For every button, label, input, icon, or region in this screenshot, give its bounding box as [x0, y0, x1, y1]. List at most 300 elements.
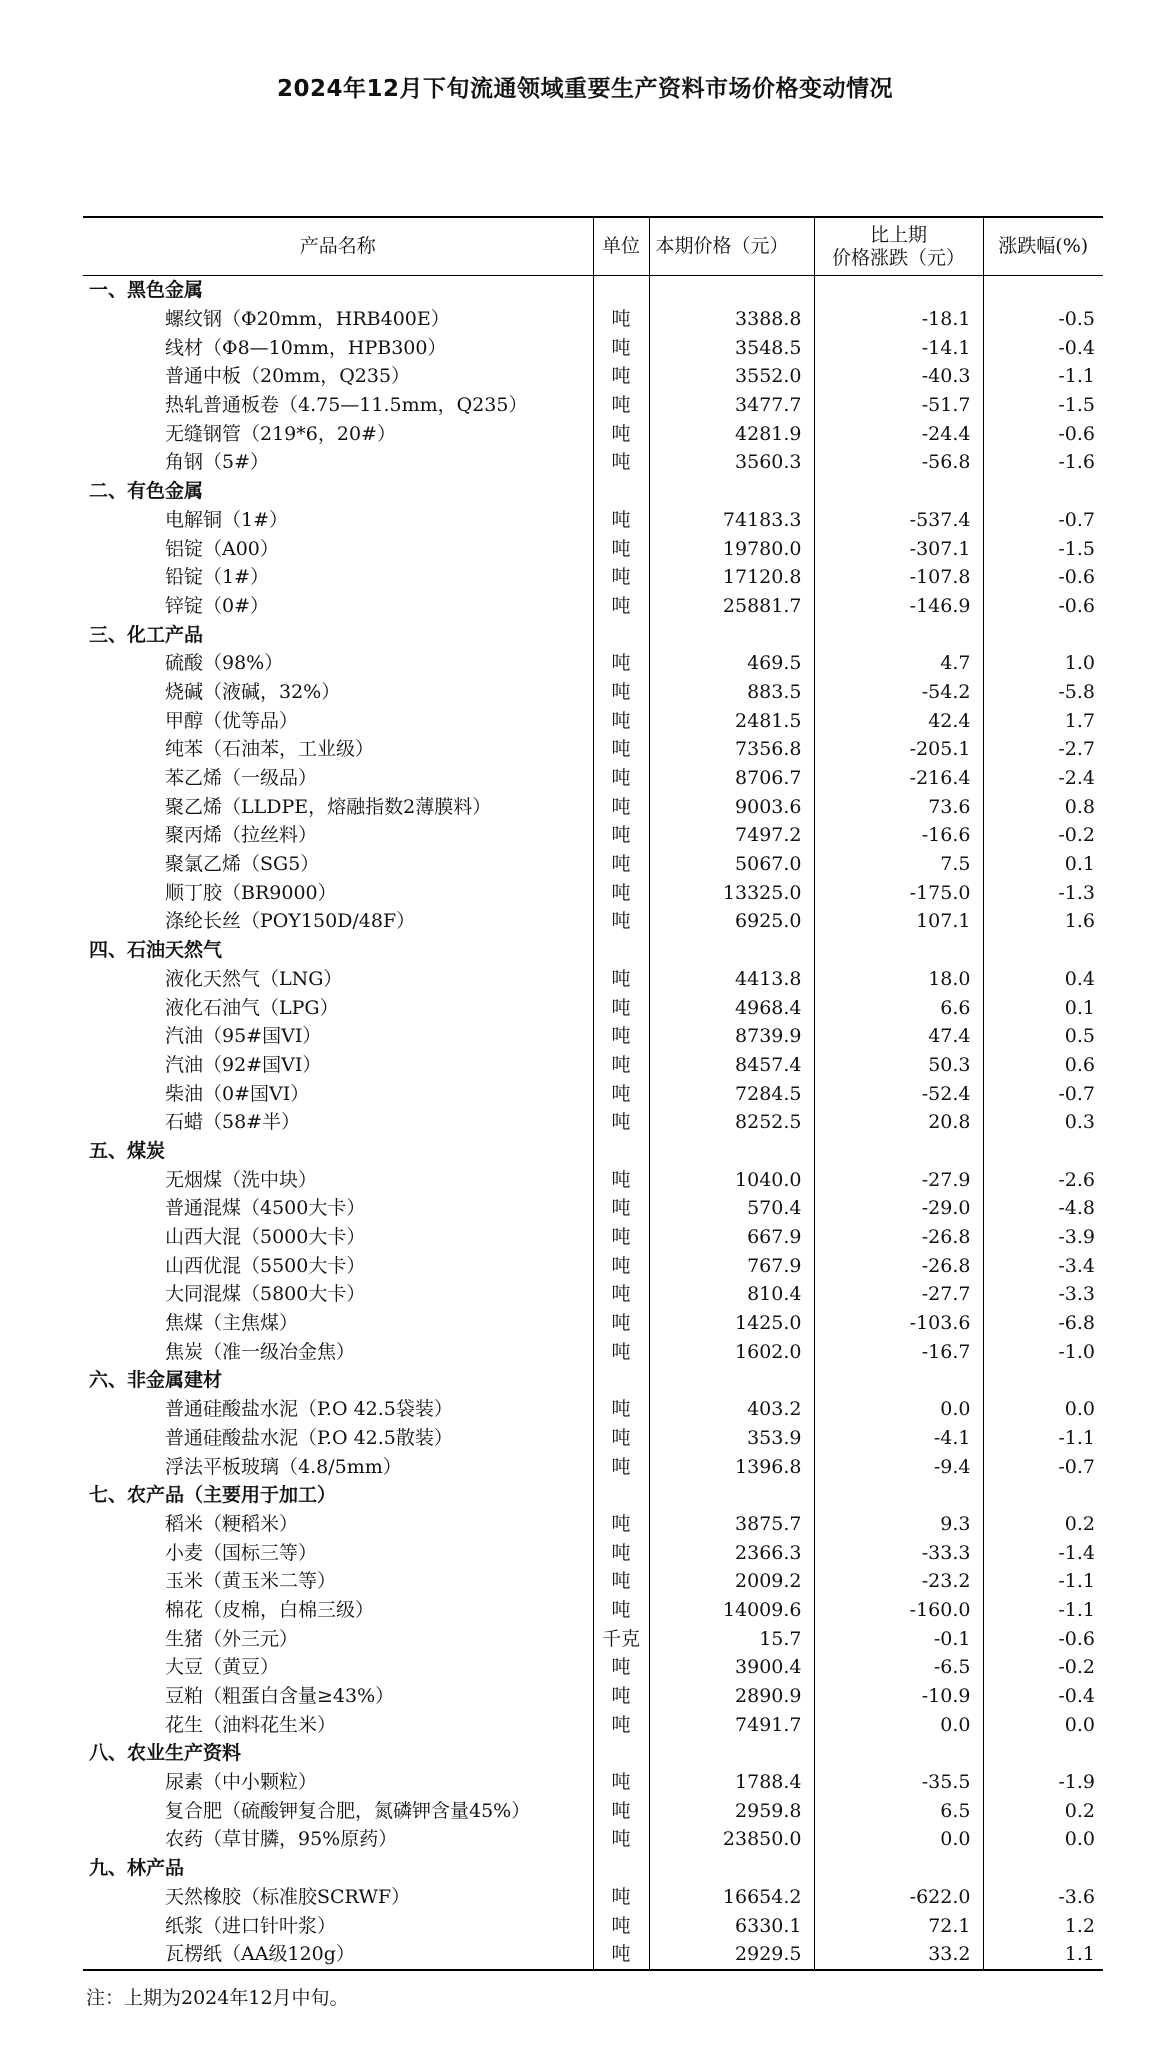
- table-row: [83, 1510, 1103, 1539]
- category-change-empty: [814, 936, 983, 965]
- product-unit: 吨: [593, 1825, 649, 1854]
- change-percent: 0.3: [1064, 1111, 1095, 1134]
- current-price: 3477.7: [649, 391, 814, 420]
- category-price-empty: [649, 1366, 814, 1395]
- category-row: [83, 1366, 1103, 1395]
- current-price: 403.2: [649, 1395, 814, 1424]
- category-unit-empty: [593, 936, 649, 965]
- price-change: -4.1: [814, 1424, 983, 1453]
- product-unit: 吨: [593, 1051, 649, 1080]
- change-percent: 0.0: [1064, 1398, 1095, 1421]
- category-name: 八、农业生产资料: [83, 1739, 593, 1768]
- product-unit: 吨: [593, 1883, 649, 1912]
- product-name: 稻米（粳稻米）: [83, 1510, 593, 1539]
- price-change: -23.2: [814, 1567, 983, 1596]
- table-row: [83, 1079, 1103, 1108]
- category-pct-empty: [983, 1366, 1103, 1395]
- change-percent: 0.1: [1064, 996, 1095, 1019]
- current-price: 25881.7: [649, 592, 814, 621]
- category-row: [83, 477, 1103, 506]
- category-change-empty: [814, 1366, 983, 1395]
- category-pct-empty: [983, 276, 1103, 305]
- table-row: [83, 1194, 1103, 1223]
- category-row: [83, 936, 1103, 965]
- product-unit: 吨: [593, 1940, 649, 1970]
- product-name: 聚丙烯（拉丝料）: [83, 821, 593, 850]
- table-row: [83, 1022, 1103, 1051]
- table-row: [83, 534, 1103, 563]
- category-change-empty: [814, 1137, 983, 1166]
- category-unit-empty: [593, 1481, 649, 1510]
- current-price: 8457.4: [649, 1051, 814, 1080]
- product-name: 焦炭（准一级冶金焦）: [83, 1337, 593, 1366]
- product-name: 豆粕（粗蛋白含量≥43%）: [83, 1682, 593, 1711]
- price-table: [83, 216, 1103, 1971]
- product-name: 焦煤（主焦煤）: [83, 1309, 593, 1338]
- price-change: -27.9: [814, 1165, 983, 1194]
- product-unit: 吨: [593, 649, 649, 678]
- current-price: 6330.1: [649, 1911, 814, 1940]
- category-pct-empty: [983, 1137, 1103, 1166]
- current-price: 74183.3: [649, 506, 814, 535]
- current-price: 3388.8: [649, 305, 814, 334]
- current-price: 8739.9: [649, 1022, 814, 1051]
- change-percent: 0.5: [1064, 1025, 1095, 1048]
- price-change: -54.2: [814, 678, 983, 707]
- price-change: -26.8: [814, 1251, 983, 1280]
- change-percent: 0.0: [1064, 1713, 1095, 1736]
- change-percent: -1.1: [1058, 365, 1095, 388]
- product-name: 普通硅酸盐水泥（P.O 42.5散装）: [83, 1424, 593, 1453]
- product-name: 硫酸（98%）: [83, 649, 593, 678]
- product-unit: 吨: [593, 821, 649, 850]
- category-pct-empty: [983, 936, 1103, 965]
- category-unit-empty: [593, 1854, 649, 1883]
- category-price-empty: [649, 936, 814, 965]
- current-price: 7356.8: [649, 735, 814, 764]
- product-name: 复合肥（硫酸钾复合肥，氮磷钾含量45%）: [83, 1796, 593, 1825]
- current-price: 2959.8: [649, 1796, 814, 1825]
- category-pct-empty: [983, 620, 1103, 649]
- table-row: [83, 305, 1103, 334]
- current-price: 2929.5: [649, 1940, 814, 1970]
- table-row: [83, 506, 1103, 535]
- product-name: 苯乙烯（一级品）: [83, 764, 593, 793]
- product-unit: 吨: [593, 993, 649, 1022]
- product-name: 花生（油料花生米）: [83, 1710, 593, 1739]
- table-row: [83, 563, 1103, 592]
- current-price: 883.5: [649, 678, 814, 707]
- price-change: -10.9: [814, 1682, 983, 1711]
- product-unit: 吨: [593, 878, 649, 907]
- product-name: 柴油（0#国VI）: [83, 1079, 593, 1108]
- table-row: [83, 1280, 1103, 1309]
- header-price-change: [814, 217, 983, 276]
- product-unit: 吨: [593, 419, 649, 448]
- current-price: 2366.3: [649, 1538, 814, 1567]
- table-row: [83, 362, 1103, 391]
- product-name: 铅锭（1#）: [83, 563, 593, 592]
- product-name: 热轧普通板卷（4.75—11.5mm，Q235）: [83, 391, 593, 420]
- category-price-empty: [649, 620, 814, 649]
- product-name: 角钢（5#）: [83, 448, 593, 477]
- price-change: -107.8: [814, 563, 983, 592]
- product-name: 山西大混（5000大卡）: [83, 1223, 593, 1252]
- table-row: [83, 1424, 1103, 1453]
- current-price: 1788.4: [649, 1768, 814, 1797]
- price-change: 0.0: [814, 1710, 983, 1739]
- product-name: 线材（Φ8—10mm，HPB300）: [83, 333, 593, 362]
- product-unit: 吨: [593, 305, 649, 334]
- current-price: 3548.5: [649, 333, 814, 362]
- table-row: [83, 792, 1103, 821]
- current-price: 1425.0: [649, 1309, 814, 1338]
- price-change: -18.1: [814, 305, 983, 334]
- change-percent: -1.0: [1058, 1340, 1095, 1363]
- change-percent: -1.1: [1058, 1570, 1095, 1593]
- product-name: 大同混煤（5800大卡）: [83, 1280, 593, 1309]
- product-name: 石蜡（58#半）: [83, 1108, 593, 1137]
- product-unit: 吨: [593, 735, 649, 764]
- table-row: [83, 965, 1103, 994]
- product-name: 小麦（国标三等）: [83, 1538, 593, 1567]
- category-change-empty: [814, 620, 983, 649]
- table-row: [83, 1768, 1103, 1797]
- table-row: [83, 649, 1103, 678]
- product-name: 聚氯乙烯（SG5）: [83, 850, 593, 879]
- product-name: 汽油（92#国VI）: [83, 1051, 593, 1080]
- product-name: 顺丁胶（BR9000）: [83, 878, 593, 907]
- product-unit: 吨: [593, 333, 649, 362]
- product-unit: 吨: [593, 1337, 649, 1366]
- table-row: [83, 907, 1103, 936]
- product-unit: 吨: [593, 506, 649, 535]
- product-unit: 吨: [593, 592, 649, 621]
- product-unit: 吨: [593, 563, 649, 592]
- category-unit-empty: [593, 1137, 649, 1166]
- table-row: [83, 1251, 1103, 1280]
- product-name: 棉花（皮棉，白棉三级）: [83, 1596, 593, 1625]
- product-unit: 吨: [593, 1194, 649, 1223]
- category-change-empty: [814, 1739, 983, 1768]
- change-percent: 1.2: [1064, 1914, 1095, 1937]
- change-percent: -1.9: [1058, 1771, 1095, 1794]
- price-change: 18.0: [814, 965, 983, 994]
- category-price-empty: [649, 477, 814, 506]
- product-name: 聚乙烯（LLDPE，熔融指数2薄膜料）: [83, 792, 593, 821]
- product-unit: 吨: [593, 1079, 649, 1108]
- price-change: -40.3: [814, 362, 983, 391]
- category-change-empty: [814, 276, 983, 305]
- product-name: 甲醇（优等品）: [83, 706, 593, 735]
- product-unit: 吨: [593, 1452, 649, 1481]
- product-unit: 吨: [593, 1165, 649, 1194]
- price-change: -205.1: [814, 735, 983, 764]
- price-change: 50.3: [814, 1051, 983, 1080]
- change-percent: -0.6: [1058, 594, 1095, 617]
- price-change: -56.8: [814, 448, 983, 477]
- current-price: 23850.0: [649, 1825, 814, 1854]
- product-unit: 吨: [593, 1424, 649, 1453]
- current-price: 3560.3: [649, 448, 814, 477]
- price-change: -29.0: [814, 1194, 983, 1223]
- change-percent: -1.4: [1058, 1541, 1095, 1564]
- table-row: [83, 1825, 1103, 1854]
- price-change: -160.0: [814, 1596, 983, 1625]
- change-percent: -0.4: [1058, 336, 1095, 359]
- header-change-percent: 涨跌幅(%): [983, 217, 1103, 276]
- category-change-empty: [814, 477, 983, 506]
- category-price-empty: [649, 1481, 814, 1510]
- product-unit: 吨: [593, 1796, 649, 1825]
- product-unit: 吨: [593, 1567, 649, 1596]
- product-name: 纯苯（石油苯，工业级）: [83, 735, 593, 764]
- current-price: 3552.0: [649, 362, 814, 391]
- price-change: 73.6: [814, 792, 983, 821]
- category-name: 二、有色金属: [83, 477, 593, 506]
- price-change: 6.5: [814, 1796, 983, 1825]
- change-percent: 0.6: [1064, 1053, 1095, 1076]
- table-row: [83, 1309, 1103, 1338]
- current-price: 353.9: [649, 1424, 814, 1453]
- current-price: 15.7: [649, 1624, 814, 1653]
- price-change: -35.5: [814, 1768, 983, 1797]
- category-price-empty: [649, 1854, 814, 1883]
- header-price-change-line1: 比上期: [869, 223, 927, 246]
- change-percent: -1.5: [1058, 537, 1095, 560]
- change-percent: -3.6: [1058, 1885, 1095, 1908]
- change-percent: -0.4: [1058, 1685, 1095, 1708]
- product-name: 电解铜（1#）: [83, 506, 593, 535]
- category-price-empty: [649, 276, 814, 305]
- product-name: 无烟煤（洗中块）: [83, 1165, 593, 1194]
- product-unit: 吨: [593, 1395, 649, 1424]
- table-row: [83, 1108, 1103, 1137]
- price-change: -6.5: [814, 1653, 983, 1682]
- category-price-empty: [649, 1739, 814, 1768]
- product-name: 液化石油气（LPG）: [83, 993, 593, 1022]
- table-row: [83, 1682, 1103, 1711]
- current-price: 2890.9: [649, 1682, 814, 1711]
- product-name: 液化天然气（LNG）: [83, 965, 593, 994]
- change-percent: -0.6: [1058, 566, 1095, 589]
- table-row: [83, 850, 1103, 879]
- header-product-name: 产品名称: [83, 217, 593, 276]
- product-name: 烧碱（液碱，32%）: [83, 678, 593, 707]
- current-price: 2481.5: [649, 706, 814, 735]
- change-percent: -2.4: [1058, 767, 1095, 790]
- product-name: 浮法平板玻璃（4.8/5mm）: [83, 1452, 593, 1481]
- product-name: 螺纹钢（Φ20mm，HRB400E）: [83, 305, 593, 334]
- category-name: 四、石油天然气: [83, 936, 593, 965]
- table-row: [83, 1538, 1103, 1567]
- product-unit: 吨: [593, 678, 649, 707]
- product-unit: 吨: [593, 1022, 649, 1051]
- product-name: 无缝钢管（219*6，20#）: [83, 419, 593, 448]
- product-name: 普通硅酸盐水泥（P.O 42.5袋装）: [83, 1395, 593, 1424]
- change-percent: 0.8: [1064, 795, 1095, 818]
- current-price: 2009.2: [649, 1567, 814, 1596]
- price-change: -146.9: [814, 592, 983, 621]
- price-change: 72.1: [814, 1911, 983, 1940]
- product-name: 铝锭（A00）: [83, 534, 593, 563]
- product-unit: 吨: [593, 1682, 649, 1711]
- change-percent: -0.7: [1058, 508, 1095, 531]
- product-unit: 吨: [593, 907, 649, 936]
- price-change: -0.1: [814, 1624, 983, 1653]
- category-row: [83, 1739, 1103, 1768]
- category-change-empty: [814, 1481, 983, 1510]
- price-change: 0.0: [814, 1395, 983, 1424]
- product-unit: 吨: [593, 764, 649, 793]
- change-percent: -1.5: [1058, 394, 1095, 417]
- product-name: 生猪（外三元）: [83, 1624, 593, 1653]
- current-price: 3875.7: [649, 1510, 814, 1539]
- category-unit-empty: [593, 276, 649, 305]
- price-change: -16.6: [814, 821, 983, 850]
- product-name: 锌锭（0#）: [83, 592, 593, 621]
- page-title: 2024年12月下旬流通领域重要生产资料市场价格变动情况: [276, 76, 894, 102]
- header-current-price: 本期价格（元）: [649, 217, 814, 276]
- category-row: [83, 620, 1103, 649]
- product-unit: 吨: [593, 1768, 649, 1797]
- price-change: -33.3: [814, 1538, 983, 1567]
- table-row: [83, 821, 1103, 850]
- price-change: -9.4: [814, 1452, 983, 1481]
- current-price: 8252.5: [649, 1108, 814, 1137]
- current-price: 14009.6: [649, 1596, 814, 1625]
- change-percent: 1.0: [1064, 652, 1095, 675]
- product-unit: 千克: [593, 1624, 649, 1653]
- category-name: 九、林产品: [83, 1854, 593, 1883]
- product-unit: 吨: [593, 362, 649, 391]
- change-percent: 0.4: [1064, 967, 1095, 990]
- category-unit-empty: [593, 620, 649, 649]
- category-unit-empty: [593, 1366, 649, 1395]
- change-percent: -2.6: [1058, 1168, 1095, 1191]
- change-percent: -0.2: [1058, 824, 1095, 847]
- current-price: 570.4: [649, 1194, 814, 1223]
- price-change: 9.3: [814, 1510, 983, 1539]
- header-price-change-line2: 价格涨跌（元）: [831, 246, 965, 269]
- change-percent: 0.1: [1064, 853, 1095, 876]
- change-percent: -3.9: [1058, 1226, 1095, 1249]
- current-price: 7491.7: [649, 1710, 814, 1739]
- category-name: 一、黑色金属: [83, 276, 593, 305]
- price-change: 33.2: [814, 1940, 983, 1970]
- current-price: 17120.8: [649, 563, 814, 592]
- table-row: [83, 1051, 1103, 1080]
- product-unit: 吨: [593, 1538, 649, 1567]
- current-price: 4413.8: [649, 965, 814, 994]
- header-unit: 单位: [593, 217, 649, 276]
- current-price: 469.5: [649, 649, 814, 678]
- table-row: [83, 1940, 1103, 1970]
- price-change: -27.7: [814, 1280, 983, 1309]
- table-row: [83, 1165, 1103, 1194]
- product-unit: 吨: [593, 391, 649, 420]
- price-change: -175.0: [814, 878, 983, 907]
- footnote: 注：上期为2024年12月中旬。: [86, 1987, 349, 2009]
- current-price: 19780.0: [649, 534, 814, 563]
- change-percent: 0.2: [1064, 1799, 1095, 1822]
- change-percent: -1.1: [1058, 1598, 1095, 1621]
- category-unit-empty: [593, 477, 649, 506]
- product-unit: 吨: [593, 1223, 649, 1252]
- product-name: 农药（草甘膦，95%原药）: [83, 1825, 593, 1854]
- table-row: [83, 1337, 1103, 1366]
- table-row: [83, 419, 1103, 448]
- category-pct-empty: [983, 1854, 1103, 1883]
- product-unit: 吨: [593, 1911, 649, 1940]
- table-row: [83, 1710, 1103, 1739]
- price-change: -24.4: [814, 419, 983, 448]
- change-percent: 1.6: [1064, 910, 1095, 933]
- price-change: 107.1: [814, 907, 983, 936]
- product-unit: 吨: [593, 792, 649, 821]
- current-price: 13325.0: [649, 878, 814, 907]
- table-row: [83, 391, 1103, 420]
- price-change: 20.8: [814, 1108, 983, 1137]
- table-row: [83, 1567, 1103, 1596]
- change-percent: -2.7: [1058, 738, 1095, 761]
- change-percent: -6.8: [1058, 1312, 1095, 1335]
- change-percent: -0.2: [1058, 1656, 1095, 1679]
- price-change: -16.7: [814, 1337, 983, 1366]
- table-row: [83, 764, 1103, 793]
- product-unit: 吨: [593, 1653, 649, 1682]
- category-row: [83, 1481, 1103, 1510]
- table-row: [83, 1653, 1103, 1682]
- product-unit: 吨: [593, 1280, 649, 1309]
- change-percent: -0.7: [1058, 1455, 1095, 1478]
- category-row: [83, 1137, 1103, 1166]
- category-row: [83, 276, 1103, 305]
- price-change: -26.8: [814, 1223, 983, 1252]
- product-name: 普通混煤（4500大卡）: [83, 1194, 593, 1223]
- product-unit: 吨: [593, 534, 649, 563]
- table-row: [83, 1911, 1103, 1940]
- category-name: 五、煤炭: [83, 1137, 593, 1166]
- price-change: -537.4: [814, 506, 983, 535]
- change-percent: -5.8: [1058, 680, 1095, 703]
- price-change: -14.1: [814, 333, 983, 362]
- current-price: 6925.0: [649, 907, 814, 936]
- current-price: 1040.0: [649, 1165, 814, 1194]
- table-row: [83, 1452, 1103, 1481]
- change-percent: -0.6: [1058, 422, 1095, 445]
- table-row: [83, 1624, 1103, 1653]
- price-change: -622.0: [814, 1883, 983, 1912]
- current-price: 810.4: [649, 1280, 814, 1309]
- current-price: 16654.2: [649, 1883, 814, 1912]
- change-percent: -4.8: [1058, 1197, 1095, 1220]
- change-percent: -0.7: [1058, 1082, 1095, 1105]
- table-row: [83, 448, 1103, 477]
- table-row: [83, 333, 1103, 362]
- table-row: [83, 1596, 1103, 1625]
- price-change: -103.6: [814, 1309, 983, 1338]
- change-percent: -1.1: [1058, 1426, 1095, 1449]
- current-price: 1396.8: [649, 1452, 814, 1481]
- price-change: 47.4: [814, 1022, 983, 1051]
- product-unit: 吨: [593, 1596, 649, 1625]
- category-change-empty: [814, 1854, 983, 1883]
- product-name: 普通中板（20mm，Q235）: [83, 362, 593, 391]
- table-row: [83, 678, 1103, 707]
- product-unit: 吨: [593, 1309, 649, 1338]
- table-row: [83, 1796, 1103, 1825]
